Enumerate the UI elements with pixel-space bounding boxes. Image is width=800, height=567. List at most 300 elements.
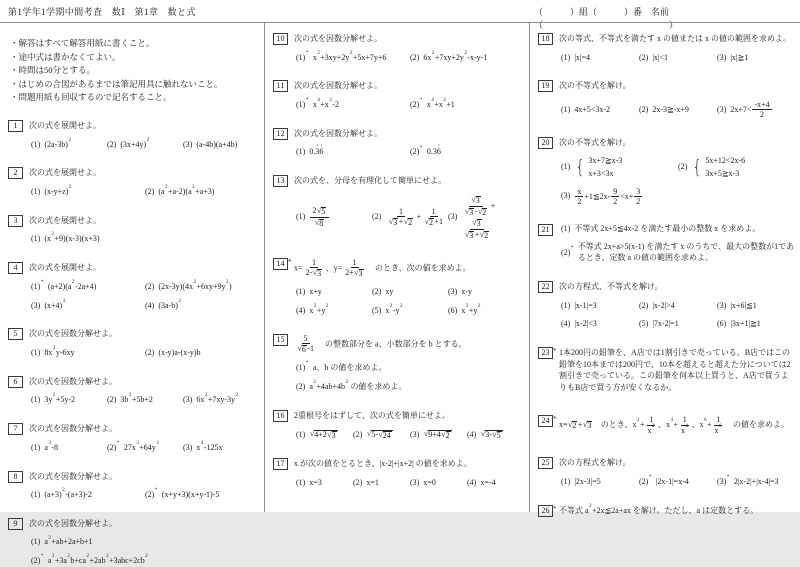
problem-item	[639, 477, 717, 488]
superscript: 2	[62, 488, 65, 494]
problem-item	[31, 395, 107, 406]
problem-number	[8, 423, 29, 453]
problem-body	[294, 80, 524, 110]
problem-number-box: 12	[273, 128, 288, 140]
fraction	[712, 415, 723, 435]
superscript: *	[726, 475, 730, 481]
item-expression: |2x-1|=x-4	[655, 476, 689, 486]
superscript: 2	[349, 50, 353, 56]
item-label: (6)	[717, 319, 727, 329]
radicand: 24	[382, 431, 391, 441]
problem-6	[8, 376, 259, 406]
fraction	[386, 207, 415, 228]
item-expression: |x|≧1	[730, 52, 749, 62]
item-label: (2)	[145, 186, 155, 196]
item-label: (1)*	[296, 361, 309, 372]
problem-item	[561, 53, 639, 64]
problem-row	[31, 298, 259, 312]
problem-body	[294, 175, 524, 240]
item-label: (1)	[561, 223, 571, 233]
fraction	[462, 218, 491, 241]
problem-number	[8, 167, 29, 197]
problem-item	[678, 156, 795, 178]
instruction-5: ・問題用紙も回収するので記名すること。	[10, 92, 172, 103]
problem-body	[29, 328, 259, 358]
radicand: 3	[469, 207, 474, 217]
problem-number-box: 3	[8, 215, 23, 227]
item-expression: $a^2+ab+2a+b+1$	[44, 535, 93, 547]
problem-25	[538, 457, 795, 487]
problem-item	[717, 100, 795, 120]
item-expression: $x^4+x^2-2$	[312, 98, 339, 109]
problem-item	[145, 298, 259, 312]
problem-row	[296, 379, 524, 393]
item-label: (2)	[678, 162, 688, 172]
square-root	[472, 219, 481, 229]
superscript: 2	[193, 279, 196, 285]
radicand: 8	[319, 219, 324, 229]
item-label: (4)	[467, 429, 477, 439]
item-expression: $x^2+3xy+2y^2+5x+7y+6$	[312, 50, 387, 62]
problem-item	[296, 50, 410, 64]
problem-row	[296, 303, 524, 317]
radicand: 3	[587, 421, 592, 431]
column-2	[264, 23, 529, 512]
item-label: (1)	[561, 104, 571, 114]
problem-number-box: 1	[8, 120, 23, 132]
problem-number	[8, 471, 29, 501]
item-expression	[691, 156, 745, 178]
system-row: x+3<3x	[588, 169, 614, 179]
item-label: (3)	[183, 395, 193, 405]
system-of-inequalities	[574, 156, 622, 178]
superscript: 2	[637, 418, 640, 424]
problem-item	[410, 100, 524, 111]
item-label: (2)	[353, 429, 363, 439]
numerator: 1	[431, 206, 436, 216]
problem-number	[538, 415, 559, 440]
system-row: 3x+7≧x-3	[588, 156, 623, 166]
radicand: 2	[484, 230, 489, 240]
problem-item	[639, 319, 717, 330]
square-root	[404, 218, 413, 228]
item-expression	[423, 429, 452, 441]
item-label: (2)	[145, 347, 155, 357]
item-expression: (a-4b)(a+4b)	[196, 139, 238, 149]
item-expression: $(2a-3b)^2$	[44, 137, 71, 149]
superscript: 2	[68, 137, 71, 143]
radical-sign: √	[582, 420, 588, 430]
radical-sign: √	[441, 430, 446, 440]
fraction	[462, 195, 489, 218]
problem-number-box: 24	[538, 415, 553, 427]
problem-title: x= 1 2- √ 3 、y= 1 2+ √ 3 のとき、次の値を求めよ。	[294, 257, 471, 279]
item-expression: $(a^2+a-2)(a^2+a+3)$	[158, 185, 215, 196]
problem-title: 次の式を展開せよ。	[29, 215, 101, 225]
problem-item	[31, 137, 107, 151]
square-root	[367, 430, 393, 441]
problem-row	[296, 100, 524, 111]
item-expression: 4x+5<3x-2	[574, 104, 611, 114]
problem-number	[273, 258, 294, 317]
superscript: 3	[136, 440, 139, 446]
problem-item	[31, 234, 259, 245]
denominator: 2+ √ 3	[345, 268, 363, 279]
superscript: 2	[313, 303, 317, 309]
item-expression: $x^3+y^3$	[461, 303, 481, 315]
fraction	[646, 415, 657, 435]
problem-row	[296, 287, 524, 298]
denominator: 2	[636, 197, 641, 207]
superscript: *	[154, 488, 158, 494]
numerator	[469, 195, 483, 207]
problem-body	[294, 410, 524, 442]
problem-title: 次の式を展開せよ。	[29, 168, 101, 178]
problem-item	[296, 287, 372, 298]
superscript: 2	[589, 503, 592, 509]
problem-item	[296, 303, 372, 317]
item-expression: √ 3 √ 3 - √ 2 + √ 3 √ 3 + √ 2	[461, 195, 524, 241]
problem-item	[410, 429, 467, 441]
problem-number	[538, 137, 559, 207]
problem-item	[717, 319, 795, 330]
superscript: 2	[146, 137, 150, 143]
problem-row	[296, 50, 524, 64]
problem-body	[294, 334, 524, 393]
item-label: (1)	[31, 186, 41, 196]
problem-title: 不等式 $a^2+2x≦2a+ax$ を解け。ただし、a は定数とする。	[559, 503, 759, 515]
item-label: (1)	[31, 442, 41, 452]
problem-item	[31, 490, 145, 501]
fraction	[295, 334, 316, 355]
numerator: 1	[716, 415, 721, 425]
radicand: 2	[445, 431, 450, 441]
problem-title: 次の方程式、不等式を解け。	[559, 281, 663, 291]
left-brace: {	[575, 156, 585, 179]
radicand: 4+2 √ 3	[314, 430, 338, 441]
item-label: (1)*	[31, 279, 44, 291]
problem-number	[538, 347, 559, 398]
problem-title: 次の式を因数分解せよ。	[294, 34, 382, 43]
problem-item	[561, 477, 639, 488]
item-label: (2)*	[410, 145, 423, 157]
problem-item	[448, 287, 524, 298]
radicand: 5	[496, 431, 501, 441]
problem-14	[273, 258, 524, 317]
radical-sign: √	[378, 430, 383, 440]
superscript: 2	[329, 98, 332, 104]
instruction-3: ・時間は50分とする。	[10, 65, 96, 76]
problem-body	[559, 457, 795, 487]
item-label: (2)*	[107, 440, 120, 452]
item-label: (2)	[372, 286, 382, 296]
problem-item	[448, 195, 524, 241]
denominator: $x^2$	[647, 424, 655, 435]
problem-number	[273, 175, 294, 240]
radicand: 2	[572, 421, 577, 431]
problem-item	[639, 53, 717, 64]
item-label: (1)*	[296, 98, 309, 109]
problem-15	[273, 334, 524, 393]
item-label: (2)*	[31, 554, 44, 566]
problem-20	[538, 137, 795, 207]
problem-body	[559, 505, 795, 522]
problem-row	[31, 395, 259, 406]
problem-title: 次の式を因数分解せよ。	[294, 81, 382, 91]
item-expression	[574, 156, 622, 178]
system-rows	[705, 156, 745, 178]
problem-number-box: 7	[8, 423, 23, 435]
problem-number-box: 8	[8, 471, 23, 483]
item-label: (4)	[145, 300, 155, 310]
problem-number	[273, 458, 294, 488]
superscript: 2	[431, 50, 435, 56]
radical-sign: √	[492, 430, 497, 440]
problem-body	[29, 120, 259, 150]
problem-row	[31, 556, 259, 567]
denominator: 2	[759, 110, 764, 120]
item-label: (1)	[561, 476, 571, 486]
problem-22	[538, 281, 795, 330]
superscript: 2	[464, 50, 467, 56]
superscript: *	[305, 361, 309, 367]
problems-container-2	[273, 33, 524, 488]
problem-title: 5 √ 6 -1 の整数部分を a、小数部分を b とする。	[294, 334, 524, 355]
problem-item	[717, 53, 795, 64]
numerator: 1	[352, 257, 357, 267]
problem-body	[559, 137, 795, 207]
item-expression: 2|x-2|+|x-4|=3	[733, 476, 779, 486]
item-expression: $(2x-3y)(4x^2+6xy+9y^2)$	[158, 279, 232, 291]
square-root	[310, 430, 338, 441]
problem-item	[561, 156, 678, 178]
problem-row	[561, 156, 795, 178]
problem-number-box: 11	[273, 80, 288, 92]
problem-item	[561, 105, 639, 116]
problem-item	[183, 440, 259, 454]
item-expression: $(x^2+9)(x-3)(x+3)$	[44, 232, 100, 244]
problem-row	[31, 279, 259, 293]
problem-item	[145, 348, 259, 359]
superscript: 3	[62, 298, 66, 304]
square-root	[425, 218, 434, 228]
problem-star: *	[553, 347, 557, 356]
superscript: 2	[235, 393, 238, 399]
square-root	[378, 431, 391, 441]
superscript: 2	[71, 279, 75, 285]
denominator: √ 3 + √ 2	[388, 217, 413, 228]
problem-body	[29, 167, 259, 197]
fraction	[575, 187, 583, 207]
item-label: (4)	[561, 319, 571, 329]
item-label: (1)	[561, 162, 571, 172]
item-expression	[309, 206, 329, 229]
fraction	[634, 187, 642, 207]
item-label: (2)*	[639, 475, 652, 486]
square-root	[313, 269, 322, 279]
problem-title: 1本200円の鉛筆を、A店では1割引きで売っている。B店ではこの鉛筆を10本までは200円で、10本を超えると超えた分については2割引きで売っている。この鉛筆を何本以上買うと、A店で買うよりもB店で買う方が安くなるか。	[559, 348, 791, 392]
problems-container-3	[538, 33, 795, 521]
item-expression	[480, 429, 503, 441]
superscript: *	[570, 245, 574, 251]
problem-row	[561, 53, 795, 64]
item-expression: $x^2-y^2$	[385, 303, 403, 315]
problem-body	[559, 281, 795, 330]
recurring-dot-digit: 3 ·	[315, 147, 319, 158]
problem-row	[31, 187, 259, 198]
problem-8	[8, 471, 259, 501]
item-label: (3)	[183, 139, 193, 149]
instruction-1: ・解答はすべて解答用紙に書くこと。	[10, 38, 155, 48]
superscript: *	[40, 279, 44, 285]
problem-body	[29, 376, 259, 406]
superscript: 2	[128, 393, 132, 399]
problem-item	[145, 279, 259, 293]
item-expression: 0.3 ·6 ·	[309, 147, 323, 158]
problem-title: 次の式を因数分解せよ。	[29, 424, 117, 434]
numerator: -x+4	[754, 99, 770, 109]
item-expression: $(x-y+z)^2$	[44, 185, 72, 196]
content-area	[0, 22, 800, 566]
radicand: 3	[393, 218, 398, 228]
problem-body	[294, 128, 524, 158]
item-expression: 1 √ 3 + √ 2 + 1 √ 2 +1	[385, 207, 446, 228]
radical-sign: √	[479, 229, 485, 239]
superscript: *	[305, 50, 309, 56]
problem-18	[538, 33, 795, 63]
radicand: 3	[469, 230, 474, 240]
superscript: 2	[325, 303, 329, 309]
superscript: 3	[178, 298, 181, 304]
problem-number	[538, 457, 559, 487]
recurring-dot-digit: 6 ·	[437, 147, 441, 158]
item-expression: x-y	[461, 286, 472, 296]
superscript: 4	[670, 418, 673, 424]
problem-item	[467, 478, 524, 489]
square-root	[317, 207, 326, 217]
item-label: (1)	[31, 490, 41, 500]
superscript: 2	[652, 424, 655, 430]
item-expression: xy	[385, 286, 394, 296]
superscript: 3	[477, 303, 481, 309]
problem-item	[467, 429, 524, 441]
problem-19	[538, 80, 795, 119]
item-expression: $x^4+x^2+1$	[426, 98, 455, 109]
problem-number-box: 23	[538, 347, 553, 359]
problem-item	[107, 440, 183, 454]
problem-number	[8, 518, 29, 567]
item-expression: $x^2+y^2$	[309, 303, 329, 315]
item-label: (2)*	[410, 98, 423, 109]
problem-item	[639, 301, 717, 312]
problem-title: 次の等式、不等式を満たす x の値または x の値の範囲を求めよ。	[559, 34, 791, 43]
problem-number	[8, 215, 29, 245]
item-expression: x+y	[309, 286, 322, 296]
problem-number	[8, 262, 29, 311]
problem-title: 次の式を因数分解せよ。	[29, 471, 117, 481]
problem-row	[561, 477, 795, 488]
item-expression: $3b^2+5b+2$	[120, 393, 153, 405]
radicand: 2	[408, 218, 413, 228]
column-1	[0, 23, 264, 566]
item-label: (1)	[296, 212, 306, 222]
problem-item	[561, 187, 795, 207]
problem-body	[29, 471, 259, 501]
problem-body	[29, 262, 259, 311]
square-root	[315, 219, 324, 229]
superscript: *	[648, 475, 652, 481]
item-expression: $(3x+4y)^2$	[120, 137, 150, 149]
radicand: 9+4 √ 2	[428, 430, 452, 441]
radical-sign: √	[312, 268, 318, 278]
item-label: (3)	[561, 191, 571, 201]
problem-21	[538, 224, 795, 264]
numerator: 5	[303, 333, 308, 343]
fraction	[422, 207, 445, 228]
item-expression: x=0	[423, 477, 436, 487]
item-label: (1)	[31, 537, 41, 547]
radical-sign: √	[309, 429, 315, 439]
item-expression: |x-2|>4	[652, 300, 675, 310]
numerator: 2 √ 5	[310, 206, 328, 218]
item-label: (2)*	[561, 245, 574, 257]
problem-row	[561, 301, 795, 312]
problem-item	[410, 50, 524, 64]
problem-body	[294, 33, 524, 63]
item-label: (3)	[410, 477, 420, 487]
radical-sign: √	[464, 206, 470, 216]
superscript: 3	[51, 554, 55, 560]
radicand: 3	[358, 269, 363, 279]
item-expression: $a^3+3a^2b+ca^2+2ab^2+3abc+2cb^2$	[47, 554, 148, 566]
problem-item	[31, 556, 259, 567]
square-root	[298, 345, 307, 355]
problem-title: 次の式を因数分解せよ。	[29, 518, 117, 528]
denominator: 2	[613, 197, 618, 207]
item-label: (5)	[372, 305, 382, 315]
problem-row	[561, 187, 795, 207]
denominator: 2- √ 3	[305, 268, 322, 279]
problem-item	[410, 147, 524, 158]
problem-23	[538, 347, 795, 398]
problem-item	[561, 319, 639, 330]
item-label: (1)	[296, 147, 306, 157]
radical-sign: √	[403, 217, 409, 227]
problem-item	[561, 301, 639, 312]
problem-number-box: 14	[273, 258, 288, 270]
problem-number	[273, 334, 294, 393]
problem-number	[273, 128, 294, 158]
item-expression: 0.36 ·	[427, 147, 441, 158]
problem-item	[561, 242, 795, 264]
item-expression: 不等式 2x+5≦4x-2 を満たす最小の整数 x を求めよ。	[574, 223, 761, 233]
problem-11	[273, 80, 524, 110]
item-label: (2)	[107, 139, 117, 149]
denominator	[312, 218, 326, 229]
problem-star: *	[288, 257, 292, 266]
problem-row	[31, 537, 259, 548]
numerator	[470, 218, 484, 230]
item-expression: $(3a-b)^3$	[158, 298, 181, 310]
square-root	[471, 196, 480, 206]
problem-item	[31, 298, 145, 312]
superscript: 2	[86, 554, 90, 560]
numerator: x	[577, 186, 582, 196]
denominator: √ 6 -1	[297, 344, 315, 354]
superscript: 2	[165, 185, 168, 191]
item-expression: $(x+4)^3$	[44, 298, 66, 310]
problem-24	[538, 415, 795, 440]
